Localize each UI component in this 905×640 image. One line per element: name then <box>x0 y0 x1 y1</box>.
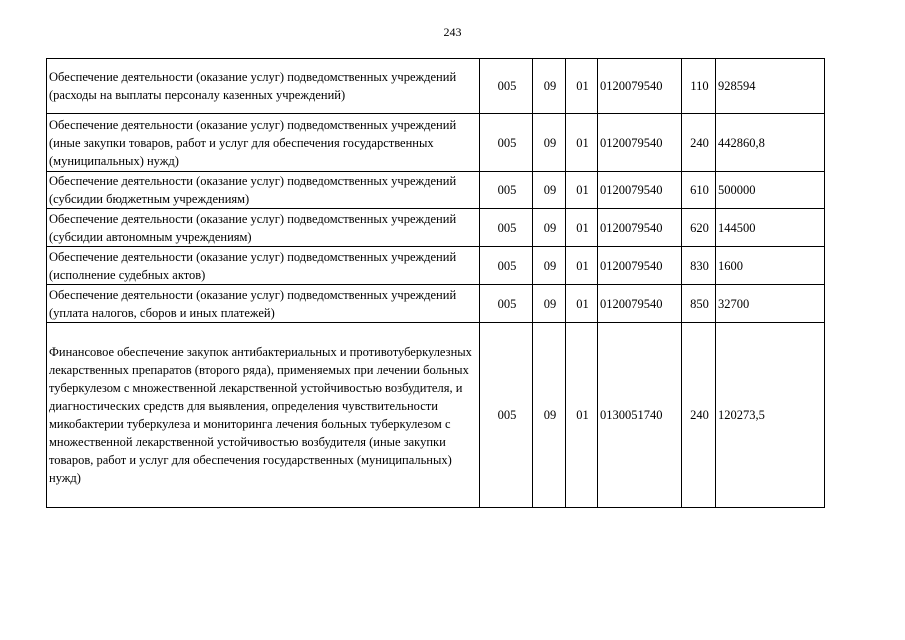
expense-type-cell: 240 <box>682 323 716 508</box>
sum-cell: 1600 <box>716 247 825 285</box>
sum-cell: 32700 <box>716 285 825 323</box>
target-article-cell: 0120079540 <box>598 59 682 114</box>
expense-type-cell: 620 <box>682 209 716 247</box>
podrazdel-cell: 01 <box>566 172 598 209</box>
target-article-cell: 0120079540 <box>598 247 682 285</box>
expense-type-cell: 610 <box>682 172 716 209</box>
razdel-cell: 09 <box>533 114 566 172</box>
target-article-cell: 0120079540 <box>598 172 682 209</box>
razdel-cell: 09 <box>533 247 566 285</box>
table-row <box>47 209 825 247</box>
row-description: Обеспечение деятельности (оказание услуг) подведомственных учреждений (уплата налогов, сборов и иных платежей) <box>47 285 480 323</box>
expense-type-cell: 830 <box>682 247 716 285</box>
razdel-cell: 09 <box>533 209 566 247</box>
target-article-cell: 0120079540 <box>598 209 682 247</box>
razdel-cell: 09 <box>533 323 566 508</box>
sum-cell: 500000 <box>716 172 825 209</box>
sum-cell: 928594 <box>716 59 825 114</box>
glava-cell: 005 <box>480 59 533 114</box>
sum-cell: 120273,5 <box>716 323 825 508</box>
target-article-cell: 0120079540 <box>598 285 682 323</box>
table-row <box>47 285 825 323</box>
budget-table <box>46 58 825 508</box>
glava-cell: 005 <box>480 323 533 508</box>
expense-type-cell: 240 <box>682 114 716 172</box>
expense-type-cell: 850 <box>682 285 716 323</box>
glava-cell: 005 <box>480 114 533 172</box>
table-row <box>47 247 825 285</box>
row-description: Обеспечение деятельности (оказание услуг) подведомственных учреждений (субсидии бюджетным учреждениям) <box>47 172 480 209</box>
sum-cell: 144500 <box>716 209 825 247</box>
razdel-cell: 09 <box>533 59 566 114</box>
podrazdel-cell: 01 <box>566 59 598 114</box>
razdel-cell: 09 <box>533 285 566 323</box>
row-description: Обеспечение деятельности (оказание услуг) подведомственных учреждений (иные закупки товаров, работ и услуг для обеспечения государственных (муниципальных) нужд) <box>47 114 480 172</box>
glava-cell: 005 <box>480 285 533 323</box>
table-row <box>47 59 825 114</box>
podrazdel-cell: 01 <box>566 285 598 323</box>
sum-cell: 442860,8 <box>716 114 825 172</box>
row-description: Обеспечение деятельности (оказание услуг) подведомственных учреждений (расходы на выплаты персоналу казенных учреждений) <box>47 59 480 114</box>
glava-cell: 005 <box>480 247 533 285</box>
glava-cell: 005 <box>480 172 533 209</box>
podrazdel-cell: 01 <box>566 247 598 285</box>
podrazdel-cell: 01 <box>566 114 598 172</box>
page-number: 243 <box>443 25 462 39</box>
table-row <box>47 323 825 508</box>
podrazdel-cell: 01 <box>566 323 598 508</box>
table-row <box>47 114 825 172</box>
glava-cell: 005 <box>480 209 533 247</box>
podrazdel-cell: 01 <box>566 209 598 247</box>
target-article-cell: 0120079540 <box>598 114 682 172</box>
target-article-cell: 0130051740 <box>598 323 682 508</box>
row-description: Финансовое обеспечение закупок антибактериальных и противотуберкулезных лекарственных препаратов (второго ряда), применяемых при лечении больных туберкулезом с множественной лекарственной устойчивостью возбудителя, и диагностических средств для выявления, определения чувствительности микобактерии туберкулеза и мониторинга лечения больных туберкулезом с множественной лекарственной устойчивостью возбудителя (иные закупки товаров, работ и услуг для обеспечения государственных (муниципальных) нужд) <box>47 323 480 508</box>
row-description: Обеспечение деятельности (оказание услуг) подведомственных учреждений (субсидии автономным учреждениям) <box>47 209 480 247</box>
row-description: Обеспечение деятельности (оказание услуг) подведомственных учреждений (исполнение судебных актов) <box>47 247 480 285</box>
expense-type-cell: 110 <box>682 59 716 114</box>
table-row <box>47 172 825 209</box>
razdel-cell: 09 <box>533 172 566 209</box>
